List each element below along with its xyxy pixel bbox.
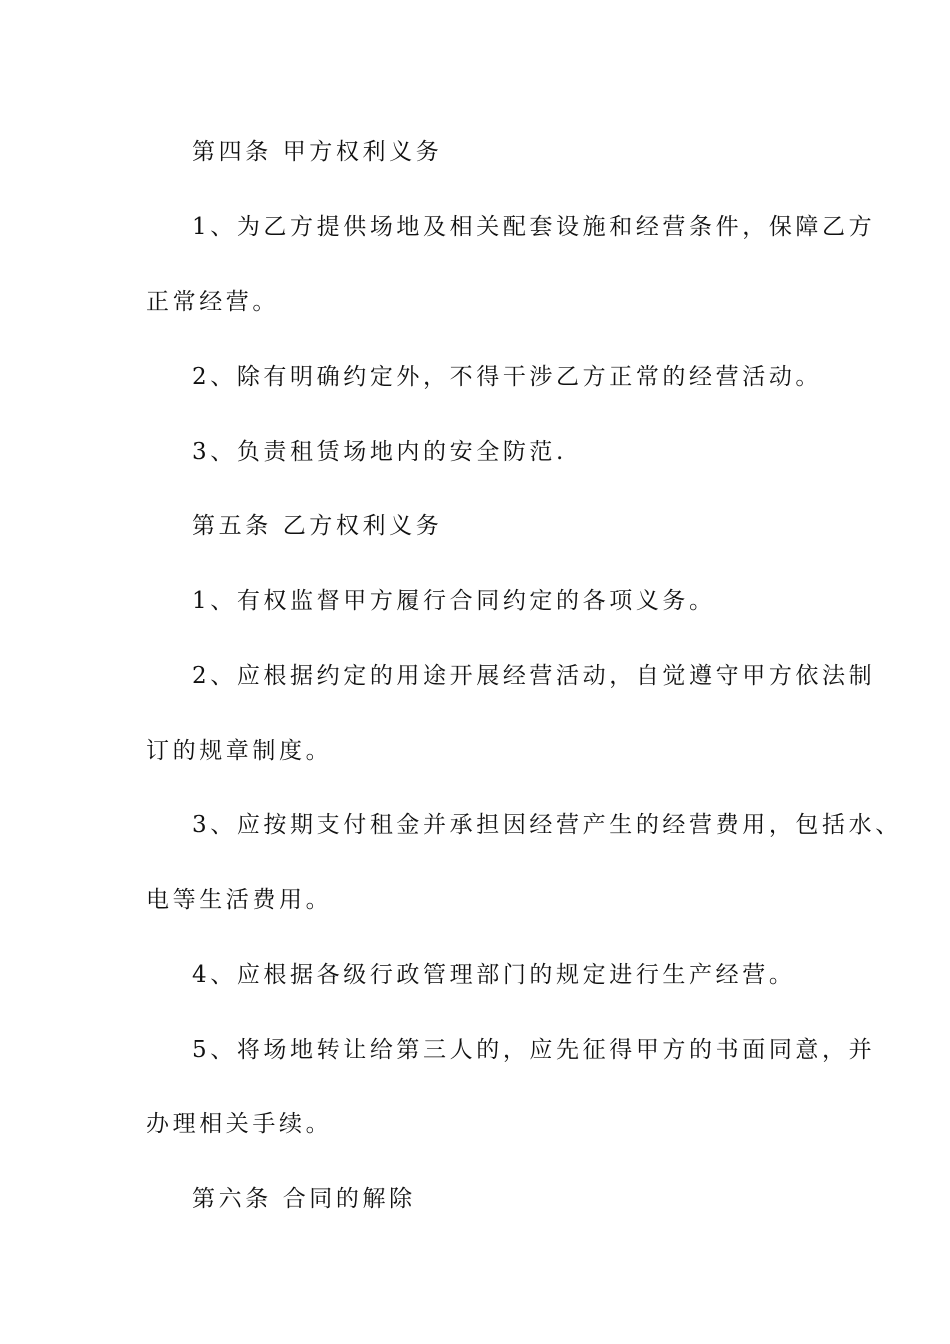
paragraph-line: 订的规章制度。 [146, 738, 333, 764]
paragraph-line: 办理相关手续。 [146, 1111, 333, 1137]
paragraph-line: 2、应根据约定的用途开展经营活动，自觉遵守甲方依法制 [192, 663, 876, 689]
paragraph-line: 3、负责租赁场地内的安全防范. [192, 439, 567, 465]
paragraph-line: 正常经营。 [146, 289, 279, 315]
paragraph-line: 1、为乙方提供场地及相关配套设施和经营条件，保障乙方 [192, 214, 876, 240]
section-heading-5: 第五条 乙方权利义务 [192, 513, 443, 539]
paragraph-line: 2、除有明确约定外，不得干涉乙方正常的经营活动。 [192, 364, 823, 390]
paragraph-line: 电等生活费用。 [146, 887, 333, 913]
section-heading-4: 第四条 甲方权利义务 [192, 139, 443, 165]
paragraph-line: 3、应按期支付租金并承担因经营产生的经营费用，包括水、 [192, 812, 902, 838]
paragraph-line: 4、应根据各级行政管理部门的规定进行生产经营。 [192, 962, 796, 988]
paragraph-line: 5、将场地转让给第三人的，应先征得甲方的书面同意，并 [192, 1037, 876, 1063]
section-heading-6: 第六条 合同的解除 [192, 1186, 416, 1212]
paragraph-line: 1、有权监督甲方履行合同约定的各项义务。 [192, 588, 716, 614]
